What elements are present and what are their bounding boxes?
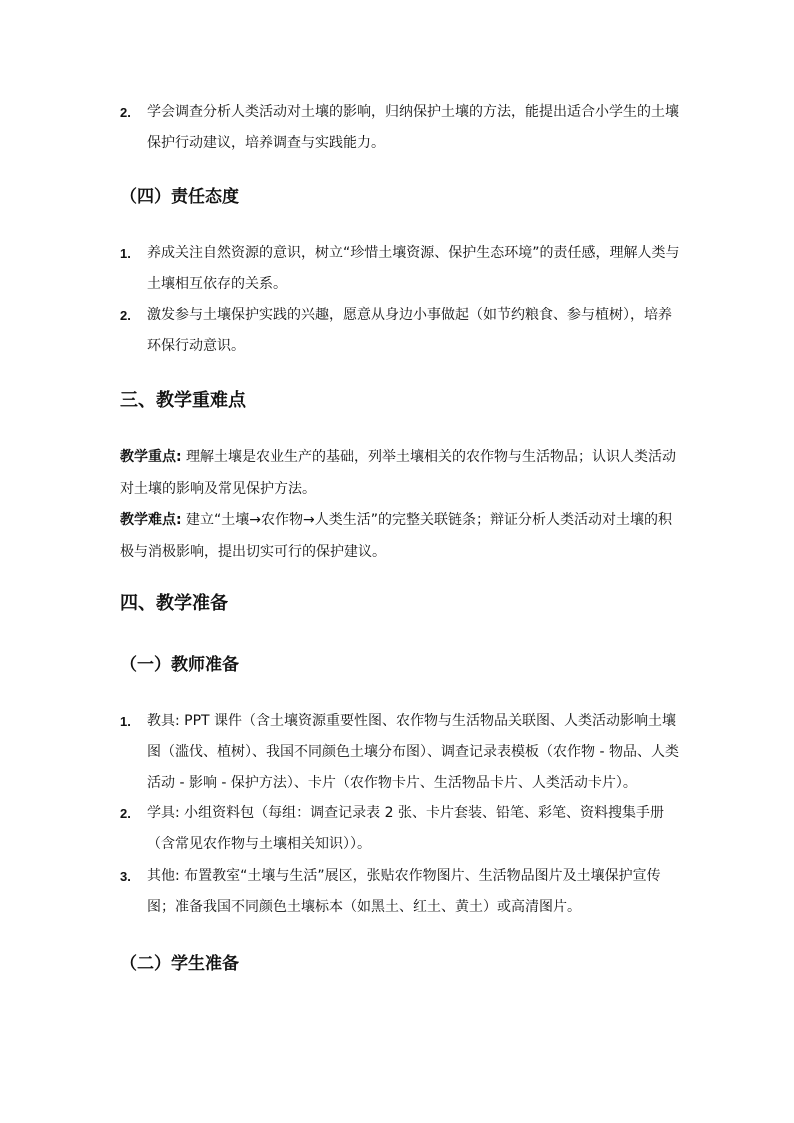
list-text xyxy=(120,798,680,860)
key-point-paragraph xyxy=(120,441,680,505)
list-item xyxy=(120,97,680,159)
list-number: 2. xyxy=(120,105,131,120)
list-text: 学会调查分析人类活动对土壤的影响，归纳保护土壤的方法，能提出适合小学生的土壤保护行动建议，培养调查与实践能力。 xyxy=(147,104,679,151)
section-heading-key-points: 三、教学重难点 xyxy=(120,390,246,411)
item-label: 其他: xyxy=(147,868,180,884)
difficult-point-text: 建立“土壤→农作物→人类生活”的完整关联链条；辩证分析人类活动对土壤的积极与消极影响，提出切实可行的保护建议。 xyxy=(120,512,673,560)
subsection-heading-teacher: （一）教师准备 xyxy=(120,655,239,675)
list-item xyxy=(120,238,680,300)
list-text: 激发参与土壤保护实践的兴趣，愿意从身边小事做起（如节约粮食、参与植树），培养环保行动意识。 xyxy=(147,307,672,354)
list-item xyxy=(120,798,680,860)
item-label: 学具: xyxy=(147,805,180,821)
key-point-text: 理解土壤是农业生产的基础，列举土壤相关的农作物与生活物品；认识人类活动对土壤的影响及常见保护方法。 xyxy=(120,449,677,497)
item-body: PPT 课件（含土壤资源重要性图、农作物与生活物品关联图、人类活动影响土壤图（滥伐、植树）、我国不同颜色土壤分布图）、调查记录表模板（农作物 - 物品、人类活动 - 影响 - 保护方法）、卡片（农作物卡片、生活物品卡片、人类活动卡片）。 xyxy=(147,713,679,791)
list-number: 2. xyxy=(120,308,131,323)
key-point-label: 教学重点: xyxy=(120,449,182,465)
list-text xyxy=(120,861,680,923)
list-number: 1. xyxy=(120,246,131,261)
item-body: 布置教室“土壤与生活”展区，张贴农作物图片、生活物品图片及土壤保护宣传图；准备我国不同颜色土壤标本（如黑土、红土、黄土）或高清图片。 xyxy=(147,868,661,915)
list-number: 2. xyxy=(120,806,131,821)
section-heading-responsibility: （四）责任态度 xyxy=(120,187,239,207)
list-text xyxy=(120,706,680,799)
difficult-point-label: 教学难点: xyxy=(120,512,182,528)
subsection-heading-student: （二）学生准备 xyxy=(120,954,239,974)
item-body: 小组资料包（每组：调查记录表 2 张、卡片套装、铅笔、彩笔、资料搜集手册（含常见农作物与土壤相关知识））。 xyxy=(147,805,664,852)
list-text: 养成关注自然资源的意识，树立“珍惜土壤资源、保护生态环境”的责任感，理解人类与土壤相互依存的关系。 xyxy=(147,245,680,292)
list-number: 1. xyxy=(120,714,131,729)
list-item xyxy=(120,861,680,923)
list-number: 3. xyxy=(120,869,131,884)
item-label: 教具: xyxy=(147,713,180,729)
list-item xyxy=(120,300,680,362)
section-heading-preparation: 四、教学准备 xyxy=(120,593,228,614)
list-item xyxy=(120,706,680,799)
difficult-point-paragraph xyxy=(120,504,680,568)
